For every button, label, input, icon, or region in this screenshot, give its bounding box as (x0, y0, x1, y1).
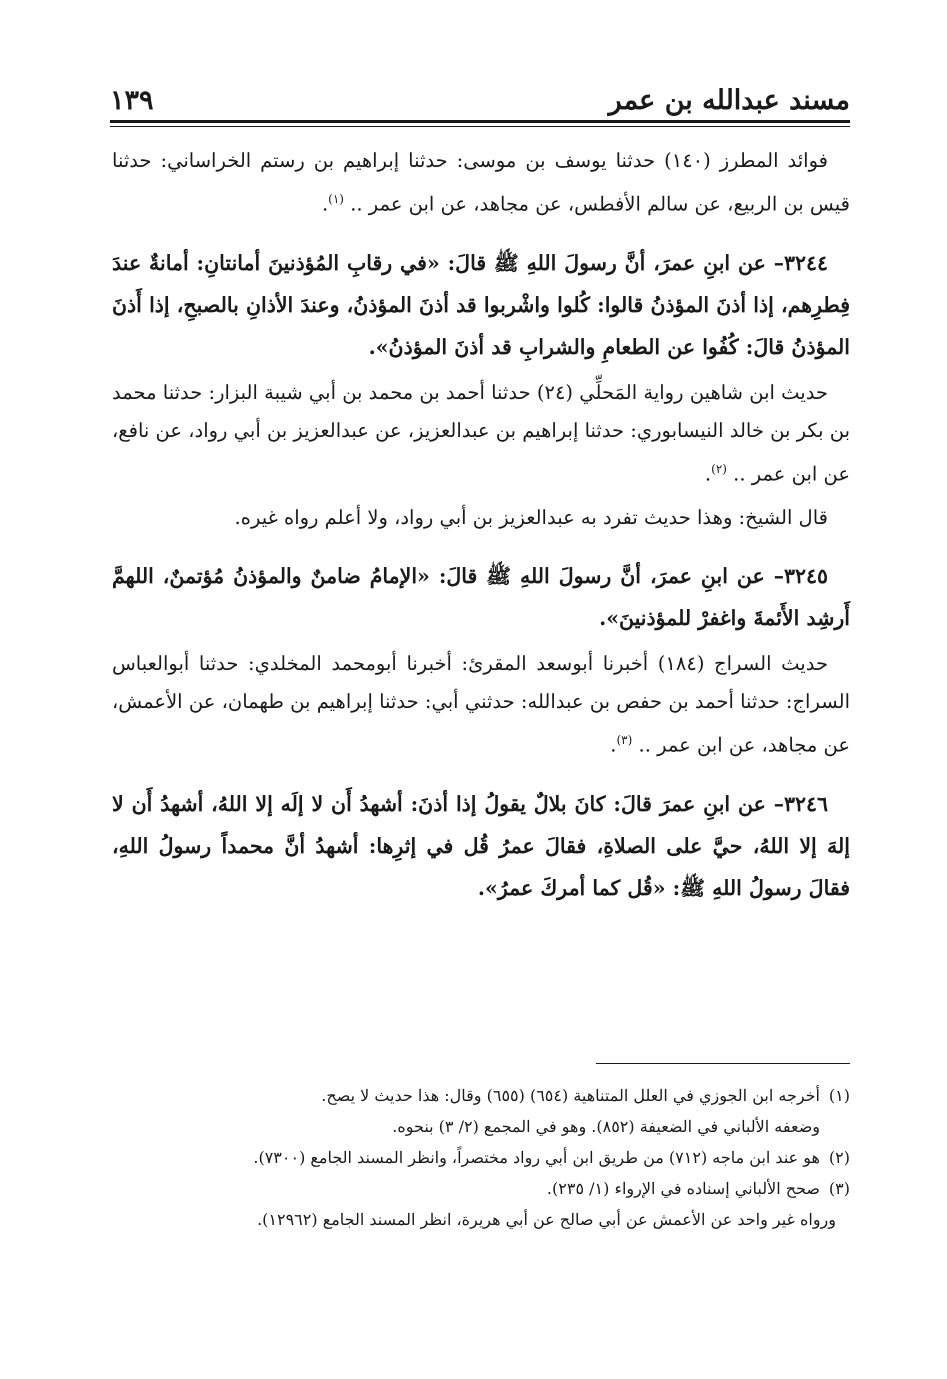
footnote-ref-3: (٣) (616, 733, 633, 747)
page-header (110, 82, 850, 118)
sheikh-comment: قال الشيخ: وهذا حديث تفرد به عبدالعزيز بن أبي رواد، ولا أعلم رواه غيره. (234, 506, 828, 529)
footnote-1: (١)أخرجه ابن الجوزي في العلل المتناهية (٦٥٤) (٦٥٥) وقال: هذا حديث لا يصح. (321, 1086, 850, 1105)
running-title: مسند عبدالله بن عمر (608, 85, 850, 116)
source-paragraph-3: حديث السراج (١٨٤) أخبرنا أبوسعد المقرئ: أخبرنا أبومحمد المخلدي: حدثنا أبوالعباس السراج: حدثنا أحمد بن حفص بن عبدالله: حدثني أبي: حدثنا إبراهيم بن طهمان، عن الأعمش، عن مجاهد، عن ابن عمر .. $^{(٣)}$. (112, 652, 850, 757)
footnote-ref-1: (١) (328, 192, 344, 206)
footnotes (112, 1080, 850, 1235)
footnote-2: (٢)هو عند ابن ماجه (٧١٢) من طريق ابن أبي رواد مختصراً، وانظر المسند الجامع (٧٣٠٠). (253, 1148, 850, 1167)
hadith-3245: ٣٢٤٥– عن ابنِ عمرَ، أنَّ رسولَ اللهِ ﷺ قالَ: «الإمامُ ضامنٌ والمؤذنُ مُؤتمنٌ، اللهمَّ أَرشِد الأَئمةَ واغفرْ للمؤذنينَ». (112, 564, 850, 630)
source-paragraph-2: حديث ابن شاهين رواية المَحلِّي (٢٤) حدثنا أحمد بن محمد بن أبي شيبة البزار: حدثنا محمد بن بكر بن خالد النيسابوري: حدثنا إبراهيم بن عبدالعزيز، عن عبدالعزيز بن أبي رواد، عن نافع، عن ابن عمر .. $^{(٢)}$. (112, 380, 850, 485)
hadith-3244: ٣٢٤٤– عن ابنِ عمرَ، أنَّ رسولَ اللهِ ﷺ قالَ: «في رقابِ المُؤذنينَ أمانتانِ: أمانةٌ عندَ فِطرِهم، إذا أذنَ المؤذنُ قالوا: كُلوا واشْربوا قد أذنَ المؤذنُ، وعندَ الأذانِ بالصبحِ، إذا أَذنَ المؤذنُ قالَ: كُفُوا عن الطعامِ والشرابِ قد أذنَ المؤذنُ». (112, 250, 850, 359)
footnote-separator (596, 1063, 850, 1064)
footnote-ref-2: (٢) (711, 461, 727, 476)
main-text (112, 142, 850, 909)
footnote-1-continued: وضعفه الألباني في الضعيفة (٨٥٢). وهو في المجمع (٢/ ٣) بنحوه. (392, 1117, 820, 1136)
header-rule-thin (110, 126, 850, 127)
footnote-3: (٣)صحح الألباني إسناده في الإرواء (١/ ٢٣٥). (546, 1179, 850, 1198)
page-number: ١٣٩ (110, 85, 154, 116)
hadith-3246: ٣٢٤٦– عن ابنِ عمرَ قالَ: كانَ بلالٌ يقولُ إذا أذنَ: أشهدُ أَن لا إلَه إلا اللهُ، أشهدُ أَن لا إلهَ إلا اللهُ، حيَّ على الصلاةِ، فقالَ عمرُ قُل في إثرِها: أشهدُ أنَّ محمداً رسولُ اللهِ، فقالَ رسولُ اللهِ ﷺ: «قُل كما أمركَ عمرُ». (112, 791, 850, 900)
footnote-3-continued: ورواه غير واحد عن الأعمش عن أبي صالح عن أبي هريرة، انظر المسند الجامع (١٢٩٦٢). (257, 1210, 836, 1229)
header-rule-thick (110, 120, 850, 123)
source-paragraph-1: فوائد المطرز (١٤٠) حدثنا يوسف بن موسى: حدثنا إبراهيم بن رستم الخراساني: حدثنا قيس بن الربيع، عن سالم الأفطس، عن مجاهد، عن ابن عمر .. $^{(١)}$. (112, 149, 850, 216)
